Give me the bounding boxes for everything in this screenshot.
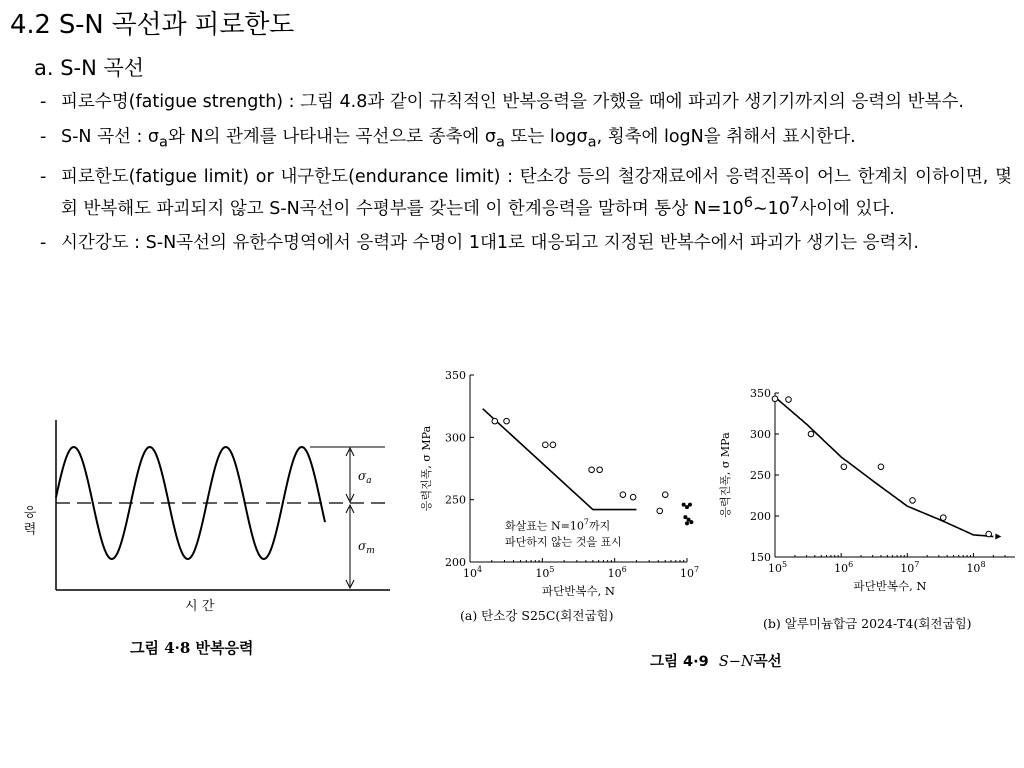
chart-a-subtitle: (a) 탄소강 S25C(회전굽힘) [460,608,614,623]
bullet-dash: - [40,92,47,112]
chart-1-data-point [910,498,916,504]
chart-1-ytick-label: 150 [750,551,771,564]
chart-0-data-point [620,492,626,498]
chart-0-runout-point [683,515,687,519]
chart-0-runout-point [682,503,686,507]
chart-1-ytick-label: 250 [750,469,771,482]
chart-b-aluminum-alloy [715,375,1020,637]
chart-0-data-point [589,467,595,473]
chart-0-ytick-label: 200 [445,556,466,569]
chart-1-ytick-label: 200 [750,510,771,523]
chart-1-data-point [841,464,847,470]
bullet-dash: - [40,233,47,254]
chart-0-data-point [550,442,556,448]
bullet-fatigue-limit [40,165,1012,222]
chart-1-curve-arrow [995,534,1001,540]
chart-0-data-point [630,494,636,500]
fig48-caption: 그림 4·8 반복응력 [130,639,254,657]
chart-0-data-point [662,492,668,498]
chart-1-xtick-label: $10^7$ [900,560,920,575]
bullet-list [40,90,1012,266]
chart-1-ytick-label: 300 [750,428,771,441]
chart-1-data-point [772,396,778,402]
section-subtitle: a. S-N 곡선 [34,56,145,80]
chart-1-data-point [878,464,884,470]
chart-a-carbon-steel [410,365,700,635]
chart-0-x-label: 파단반복수, N [542,584,615,598]
chart-1-ytick-label: 350 [750,387,771,400]
bullet-sn-curve [40,125,1012,155]
chart-0-xtick-label: $10^5$ [535,565,555,580]
bullet-text: 피로한도(fatigue limit) or 내구한도(endurance limit) : 탄소강 등의 철강재료에서 응력진폭이 어느 한계치 이하이면, 몇 회 반복해도 파괴되지 않고 S-N곡선이 수평부를 갖는데 이 한계응력을 말하며 통상 $N=10^6\sim 10^7$사이에 있다. [61,166,1012,219]
chart-1-data-point [940,515,946,521]
chart-0-runout-point [685,521,689,525]
fig48-sigma-m-label: $\sigma_m$ [358,539,375,556]
chart-0-y-label: 응력진폭, σ MPa [420,425,433,512]
chart-0-annotation: 화살표는 $N=10^7$까지 [505,517,611,533]
chart-0-data-point [504,418,510,424]
chart-0-data-point [492,418,498,424]
chart-0-data-point [597,467,603,473]
chart-1-data-point [986,531,992,537]
fig48-x-label: 시 간 [185,599,215,614]
bullet-text: 시간강도 : S-N곡선의 유한수명역에서 응력과 수명이 1대1로 대응되고 지정된 반복수에서 파괴가 생기는 응력치. [61,233,919,254]
fig49-caption: 그림 4·9 S−N곡선 [650,654,782,670]
chart-0-data-point [543,442,549,448]
page-title: 4.2 S-N 곡선과 피로한도 [10,10,295,40]
chart-1-x-label: 파단반복수, N [853,579,927,593]
chart-0-xtick-label: $10^6$ [607,565,627,580]
bullet-time-strength [40,231,1012,256]
bullet-text: 피로수명(fatigue strength) : 그림 4.8과 같이 규칙적인 반복응력을 가했을 때에 파괴가 생기기까지의 응력의 반복수. [61,92,964,112]
bullet-fatigue-life [40,90,1012,115]
fig48-sigma-a-label: $\sigma_a$ [358,469,372,486]
bullet-dash: - [40,166,47,187]
chart-1-data-point [808,431,814,437]
bullet-dash: - [40,127,47,147]
chart-1-xtick-label: $10^8$ [966,560,986,575]
chart-0-xtick-label: $10^7$ [680,565,700,580]
chart-0-ytick-label: 250 [445,493,466,507]
fig48-y-label: 응 력 [20,505,36,536]
chart-0-annotation-line2: 파단하지 않는 것을 표시 [505,535,622,549]
chart-1-xtick-label: $10^6$ [834,560,854,575]
chart-0-runout-point [689,520,693,524]
chart-0-data-point [657,508,663,514]
chart-1-y-label: 응력진폭, σ MPa [719,432,732,518]
chart-1-xtick-label: $10^5$ [768,560,788,575]
chart-0-runout-point [688,503,692,507]
chart-0-ytick-label: 350 [445,369,466,382]
bullet-text: S-N 곡선 : $\sigma_a$와 N의 관계를 나타내는 곡선으로 종축에 $\sigma_a$ 또는 logσ$_a$, 횡축에 logN을 취해서 표시한다. [61,127,856,151]
chart-0-xtick-label: $10^4$ [463,565,483,580]
chart-0-ytick-label: 300 [445,431,466,445]
chart-1-data-point [786,397,792,403]
chart-b-subtitle: (b) 알루미늄합금 2024-T4(회전굽힘) [763,616,972,631]
figure-4-8 [20,410,390,660]
